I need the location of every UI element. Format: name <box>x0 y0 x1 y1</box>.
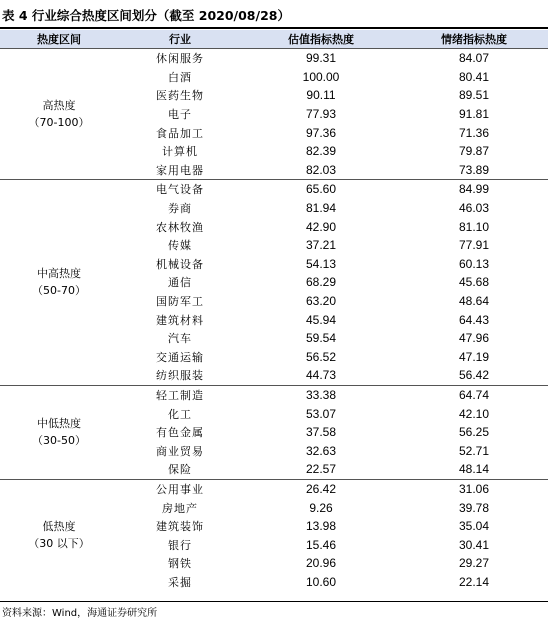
sentiment-heat-cell: 64.43 <box>458 312 490 327</box>
zone-cell <box>0 49 118 180</box>
table-body <box>0 49 548 592</box>
industry-cell: 计算机 <box>162 145 198 159</box>
header-zone: 热度区间 <box>0 30 118 49</box>
valuation-heat-cell: 99.31 <box>242 49 400 68</box>
industry-cell: 家用电器 <box>156 163 204 177</box>
valuation-heat-cell: 90.11 <box>306 88 336 103</box>
zone-label: 中高热度 <box>37 267 81 281</box>
sentiment-heat-cell: 84.99 <box>400 180 548 199</box>
industry-cell: 化工 <box>168 407 192 421</box>
industry-cell: 农林牧渔 <box>156 220 204 234</box>
valuation-heat-cell: 9.26 <box>309 500 333 515</box>
sentiment-heat-cell: 48.64 <box>458 294 490 309</box>
industry-cell: 有色金属 <box>156 426 204 440</box>
sentiment-heat-cell: 89.51 <box>458 88 490 103</box>
sentiment-heat-cell: 80.41 <box>458 69 490 84</box>
zone-range: （30 以下） <box>28 537 90 551</box>
table-title: 表 4 行业综合热度区间划分（截至 2020/08/28） <box>2 8 290 23</box>
sentiment-heat-cell: 56.42 <box>458 368 490 383</box>
industry-cell: 房地产 <box>162 501 198 515</box>
sentiment-heat-cell: 84.07 <box>400 49 548 68</box>
industry-cell: 医药生物 <box>156 89 204 103</box>
industry-cell: 商业贸易 <box>156 444 204 458</box>
zone-label: 低热度 <box>42 520 76 534</box>
industry-cell: 休闲服务 <box>118 49 242 68</box>
valuation-heat-cell: 44.73 <box>305 368 337 383</box>
industry-cell: 券商 <box>168 202 192 216</box>
sentiment-heat-cell: 48.14 <box>458 462 490 477</box>
valuation-heat-cell: 81.94 <box>305 201 337 216</box>
valuation-heat-cell: 37.21 <box>305 238 337 253</box>
table-row <box>0 479 548 498</box>
header-industry: 行业 <box>118 30 242 49</box>
valuation-heat-cell: 42.90 <box>305 219 337 234</box>
industry-cell: 汽车 <box>168 332 192 346</box>
industry-cell: 白酒 <box>168 70 192 84</box>
table-title-bar <box>0 0 550 28</box>
valuation-heat-cell: 45.94 <box>305 312 337 327</box>
valuation-heat-cell: 77.93 <box>305 107 337 122</box>
table-header-row <box>0 30 548 49</box>
valuation-heat-cell: 33.38 <box>242 385 400 404</box>
industry-cell: 纺织服装 <box>156 369 204 383</box>
sentiment-heat-cell: 81.10 <box>458 219 490 234</box>
table-row <box>0 385 548 404</box>
industry-cell: 机械设备 <box>156 257 204 271</box>
industry-cell: 传媒 <box>168 239 192 253</box>
valuation-heat-cell: 56.52 <box>305 349 337 364</box>
bottom-rule <box>0 601 548 602</box>
sentiment-heat-cell: 71.36 <box>458 125 490 140</box>
industry-cell: 交通运输 <box>156 350 204 364</box>
valuation-heat-cell: 26.42 <box>242 479 400 498</box>
sentiment-heat-cell: 60.13 <box>458 256 490 271</box>
valuation-heat-cell: 54.13 <box>305 256 337 271</box>
sentiment-heat-cell: 30.41 <box>458 537 490 552</box>
source-note: 资料来源：Wind，海通证券研究所 <box>2 608 158 619</box>
sentiment-heat-cell: 77.91 <box>458 238 490 253</box>
zone-label: 中低热度 <box>37 417 81 431</box>
industry-cell: 电子 <box>168 108 192 122</box>
industry-cell: 银行 <box>168 538 192 552</box>
valuation-heat-cell: 63.20 <box>305 294 337 309</box>
industry-cell: 钢铁 <box>168 557 192 571</box>
industry-cell: 国防军工 <box>156 295 204 309</box>
heat-table <box>0 30 548 591</box>
sentiment-heat-cell: 64.74 <box>400 385 548 404</box>
valuation-heat-cell: 37.58 <box>305 425 337 440</box>
valuation-heat-cell: 20.96 <box>305 556 337 571</box>
sentiment-heat-cell: 22.14 <box>458 574 490 589</box>
valuation-heat-cell: 68.29 <box>305 275 337 290</box>
industry-cell: 建筑装饰 <box>156 520 204 534</box>
header-valuation: 估值指标热度 <box>242 30 400 49</box>
zone-cell <box>0 180 118 386</box>
zone-range: （70-100） <box>28 116 90 130</box>
industry-cell: 食品加工 <box>156 126 204 140</box>
valuation-heat-cell: 53.07 <box>305 406 337 421</box>
valuation-heat-cell: 22.57 <box>305 462 337 477</box>
valuation-heat-cell: 15.46 <box>305 537 337 552</box>
sentiment-heat-cell: 52.71 <box>458 443 490 458</box>
industry-cell: 建筑材料 <box>156 313 204 327</box>
table-row <box>0 49 548 68</box>
industry-cell: 保险 <box>168 463 192 477</box>
sentiment-heat-cell: 56.25 <box>458 425 490 440</box>
sentiment-heat-cell: 47.96 <box>458 331 490 346</box>
industry-cell: 电气设备 <box>118 180 242 199</box>
sentiment-heat-cell: 29.27 <box>458 556 490 571</box>
sentiment-heat-cell: 46.03 <box>458 201 490 216</box>
valuation-heat-cell: 100.00 <box>302 69 340 84</box>
zone-label: 高热度 <box>42 99 76 113</box>
industry-cell: 轻工制造 <box>118 385 242 404</box>
sentiment-heat-cell: 79.87 <box>458 144 490 159</box>
table-row <box>0 180 548 199</box>
sentiment-heat-cell: 45.68 <box>458 275 490 290</box>
sentiment-heat-cell: 91.81 <box>458 107 490 122</box>
zone-range: （30-50） <box>32 434 86 448</box>
sentiment-heat-cell: 47.19 <box>458 349 490 364</box>
sentiment-heat-cell: 42.10 <box>458 406 490 421</box>
industry-cell: 通信 <box>168 276 192 290</box>
industry-cell: 公用事业 <box>118 479 242 498</box>
zone-range: （50-70） <box>32 284 86 298</box>
title-rule <box>0 27 548 29</box>
valuation-heat-cell: 32.63 <box>305 443 337 458</box>
valuation-heat-cell: 82.03 <box>305 162 337 177</box>
valuation-heat-cell: 97.36 <box>305 125 337 140</box>
valuation-heat-cell: 59.54 <box>305 331 337 346</box>
sentiment-heat-cell: 31.06 <box>400 479 548 498</box>
sentiment-heat-cell: 39.78 <box>458 500 490 515</box>
zone-cell <box>0 385 118 479</box>
valuation-heat-cell: 82.39 <box>305 144 337 159</box>
sentiment-heat-cell: 73.89 <box>458 162 490 177</box>
valuation-heat-cell: 10.60 <box>305 574 337 589</box>
sentiment-heat-cell: 35.04 <box>458 519 490 534</box>
header-sentiment: 情绪指标热度 <box>400 30 548 49</box>
industry-cell: 采掘 <box>168 575 192 589</box>
valuation-heat-cell: 13.98 <box>305 519 337 534</box>
zone-cell <box>0 479 118 591</box>
valuation-heat-cell: 65.60 <box>242 180 400 199</box>
